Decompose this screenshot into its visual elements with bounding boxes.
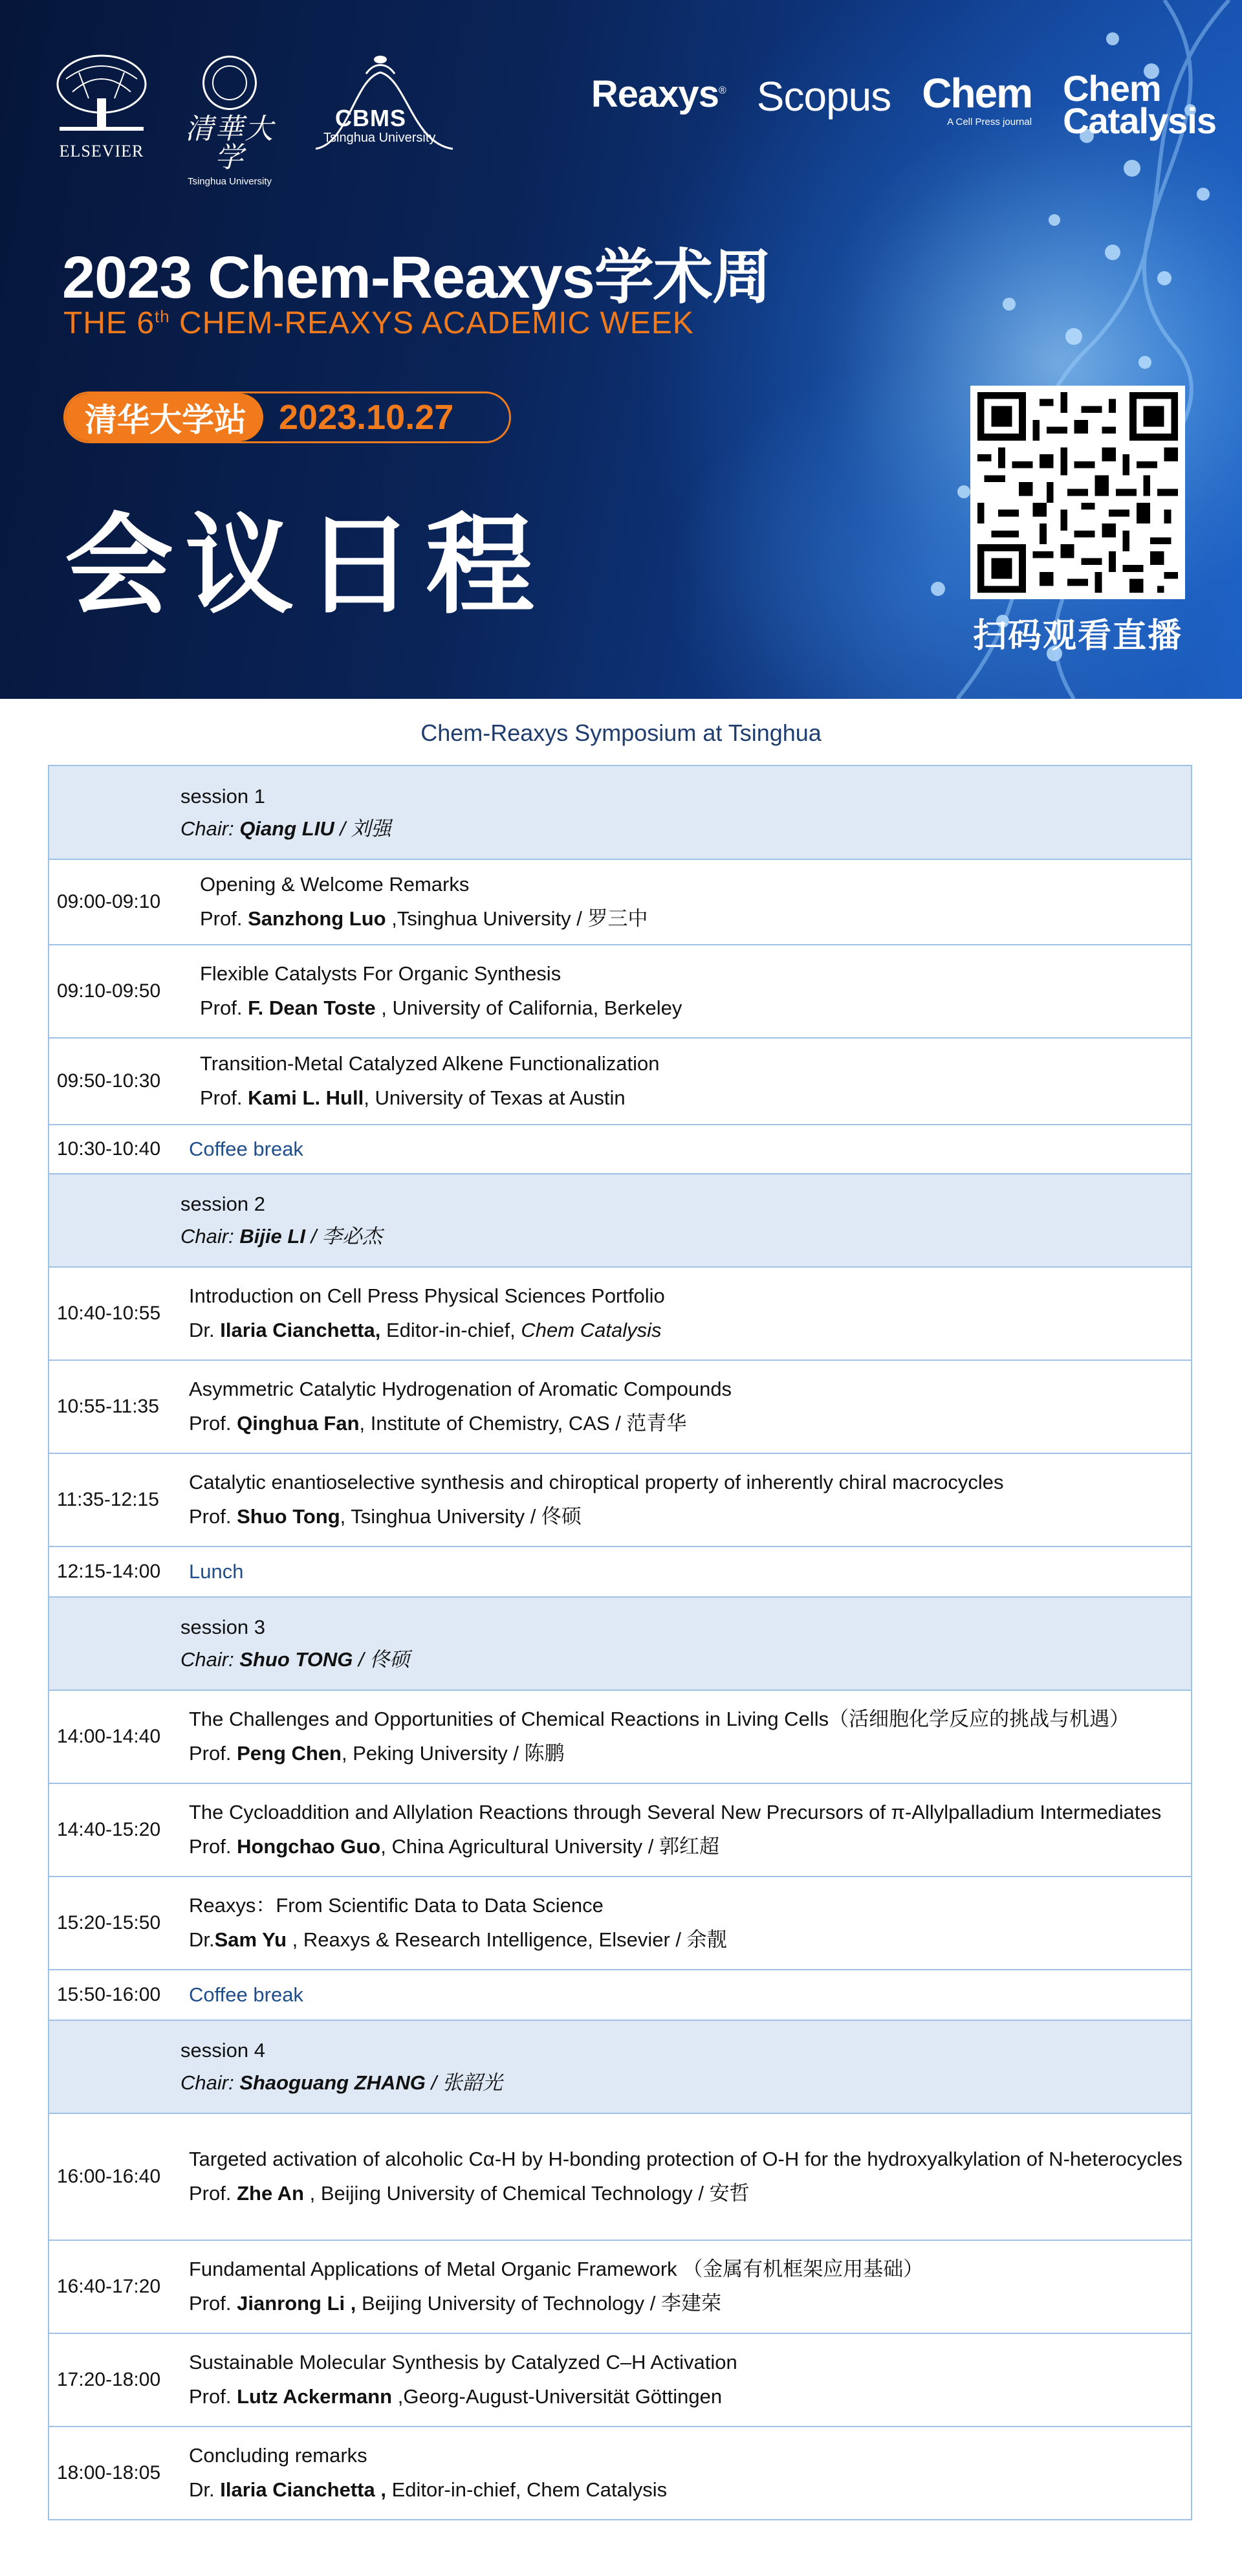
- talk-time: 11:35-12:15: [57, 1489, 159, 1510]
- break-row: [48, 1547, 1192, 1598]
- speaker: [189, 2473, 1188, 2507]
- chair-label: Chair:: [180, 2071, 240, 2094]
- speaker-title: Prof.: [200, 1086, 248, 1109]
- chair-label: Chair:: [180, 1225, 240, 1248]
- speaker: [189, 2177, 1188, 2211]
- speaker-affiliation: , University of Texas at Austin: [364, 1086, 626, 1109]
- break-time: 15:50-16:00: [57, 1984, 161, 2005]
- event-subtitle: [63, 305, 694, 341]
- talk-time: 17:20-18:00: [57, 2369, 161, 2390]
- speaker-affiliation: , Institute of Chemistry, CAS / 范青华: [359, 1412, 687, 1435]
- talk-title: Introduction on Cell Press Physical Sciences Portfolio: [189, 1284, 665, 1308]
- speaker-title: Prof.: [189, 1412, 237, 1435]
- agenda-row: [48, 2114, 1192, 2241]
- speaker-affiliation: Editor-in-chief,: [380, 1319, 521, 1341]
- speaker-title: Prof.: [200, 996, 248, 1019]
- speaker-title: Prof.: [189, 1835, 237, 1858]
- session-info: [180, 1598, 1191, 1690]
- venue-label: 清华大学站: [65, 393, 263, 441]
- break-info: [180, 1125, 1191, 1173]
- speaker-title: Dr.: [189, 1928, 215, 1951]
- session-time-cell: [49, 1598, 180, 1690]
- event-subtitle-post: CHEM-REAXYS ACADEMIC WEEK: [169, 306, 694, 340]
- chem-tagline: A Cell Press journal: [947, 116, 1032, 127]
- cbms-abbr: CBMS: [335, 105, 406, 131]
- talk-info: [180, 2427, 1191, 2519]
- speaker-name: Jianrong Li ,: [237, 2292, 356, 2315]
- talk-time: 14:40-15:20: [57, 1819, 161, 1840]
- event-date: 2023.10.27: [279, 398, 454, 437]
- scopus-logo: Scopus: [756, 73, 891, 120]
- speaker-title: Prof.: [189, 2385, 237, 2408]
- session-name: session 4: [180, 2039, 265, 2062]
- speaker: [189, 1737, 1188, 1771]
- elsevier-logo: [53, 53, 150, 161]
- talk-time: 10:40-10:55: [57, 1303, 161, 1324]
- session-header-3: [48, 1598, 1192, 1691]
- agenda-heading: 会议日程: [65, 505, 546, 626]
- agenda-row: [48, 1268, 1192, 1361]
- speaker-affiliation: , University of California, Berkeley: [375, 996, 682, 1019]
- speaker-name: Kami L. Hull: [248, 1086, 364, 1109]
- speaker-name: Hongchao Guo: [237, 1835, 381, 1858]
- break-label: Lunch: [189, 1559, 244, 1583]
- break-label: Coffee break: [189, 1137, 303, 1160]
- talk-info: [180, 1691, 1191, 1783]
- talk-info: [180, 945, 1191, 1037]
- talk-time: 14:00-14:40: [57, 1726, 161, 1747]
- speaker-name: Ilaria Cianchetta ,: [220, 2478, 386, 2501]
- qr-caption: 扫码观看直播: [972, 617, 1182, 655]
- reaxys-wordmark: Reaxys: [591, 73, 719, 115]
- talk-title: Flexible Catalysts For Organic Synthesis: [200, 962, 561, 985]
- agenda-row: [48, 1454, 1192, 1547]
- talk-time: 18:00-18:05: [57, 2462, 161, 2483]
- talk-time: 09:50-10:30: [57, 1070, 161, 1092]
- chair-name-cn: / 佟硕: [353, 1648, 410, 1671]
- speaker-title: Dr.: [189, 1319, 221, 1341]
- talk-time: 15:20-15:50: [57, 1912, 161, 1933]
- speaker: [189, 1923, 1188, 1957]
- talk-info: [180, 1784, 1191, 1876]
- speaker-title: Prof.: [189, 2182, 237, 2205]
- talk-info: [180, 1039, 1191, 1124]
- session-chair: [180, 2067, 1188, 2099]
- session-time-cell: [49, 2021, 180, 2113]
- speaker-name: F. Dean Toste: [248, 996, 376, 1019]
- session-info: [180, 1174, 1191, 1266]
- event-subtitle-ordinal: th: [155, 307, 170, 326]
- event-subtitle-pre: THE 6: [63, 306, 155, 340]
- speaker-affiliation: , Peking University / 陈鹏: [342, 1742, 565, 1765]
- chair-label: Chair:: [180, 817, 240, 840]
- venue-date-badge: [63, 391, 511, 443]
- break-row: [48, 1970, 1192, 2021]
- hero-banner: [0, 0, 1242, 699]
- speaker-name: Sam Yu: [214, 1928, 287, 1951]
- break-time: 12:15-14:00: [57, 1561, 161, 1582]
- break-label: Coffee break: [189, 1983, 303, 2006]
- chem-wordmark: Chem: [922, 70, 1032, 116]
- talk-title: Sustainable Molecular Synthesis by Catalyzed C–H Activation: [189, 2351, 737, 2374]
- speaker-title: Dr.: [189, 2478, 221, 2501]
- talk-time: 09:00-09:10: [57, 891, 161, 912]
- chem-catalysis-logo: [1063, 68, 1216, 142]
- chair-name: Shaoguang ZHANG: [239, 2071, 426, 2094]
- speaker-affiliation: Editor-in-chief, Chem Catalysis: [386, 2478, 668, 2501]
- session-time-cell: [49, 766, 180, 859]
- talk-title: Asymmetric Catalytic Hydrogenation of Aromatic Compounds: [189, 1378, 732, 1401]
- session-chair: [180, 1220, 1188, 1253]
- speaker: [200, 1081, 1188, 1116]
- chair-name: Qiang LIU: [239, 817, 334, 840]
- speaker-title: Prof.: [189, 2292, 237, 2315]
- agenda-row: [48, 1361, 1192, 1454]
- agenda-row: [48, 1877, 1192, 1970]
- talk-title: Targeted activation of alcoholic Cα-H by H-bonding protection of O-H for the hydroxyalkylation of N-heterocycles: [189, 2148, 1182, 2171]
- chair-name: Bijie LI: [239, 1225, 305, 1248]
- speaker: [189, 1500, 1188, 1534]
- speaker-name: Sanzhong Luo: [248, 907, 386, 930]
- tsinghua-en-wordmark: Tsinghua University: [187, 176, 272, 187]
- talk-info: [180, 860, 1191, 944]
- speaker-affiliation: , Beijing University of Chemical Technology / 安哲: [304, 2182, 750, 2205]
- session-info: [180, 2021, 1191, 2113]
- talk-info: [180, 1454, 1191, 1546]
- session-header-1: [48, 766, 1192, 860]
- speaker-title: Prof.: [189, 1505, 237, 1528]
- agenda-table: [48, 765, 1192, 2520]
- tsinghua-seal-icon: [202, 56, 257, 110]
- agenda-row: [48, 945, 1192, 1039]
- talk-info: [180, 2114, 1191, 2240]
- speaker: [200, 991, 1188, 1026]
- partner-logos-right: [591, 68, 1216, 142]
- speaker-title: Prof.: [200, 907, 248, 930]
- talk-title: Opening & Welcome Remarks: [200, 873, 470, 896]
- speaker-name: Qinghua Fan: [237, 1412, 360, 1435]
- agenda-row: [48, 860, 1192, 945]
- talk-title: Catalytic enantioselective synthesis and chiroptical property of inherently chiral macrocycles: [189, 1471, 1004, 1494]
- event-title: 2023 Chem-Reaxys学术周: [62, 245, 771, 311]
- session-name: session 2: [180, 1193, 265, 1216]
- speaker-affiliation: , China Agricultural University / 郭红超: [380, 1835, 719, 1858]
- talk-info: [180, 2241, 1191, 2333]
- chair-name-cn: / 张韶光: [425, 2071, 503, 2094]
- elsevier-wordmark: ELSEVIER: [59, 142, 144, 160]
- reaxys-logo: [591, 72, 726, 116]
- speaker-name: Peng Chen: [237, 1742, 342, 1765]
- talk-title: Transition-Metal Catalyzed Alkene Functionalization: [200, 1052, 660, 1075]
- session-chair: [180, 813, 1188, 845]
- chem-catalysis-line1: Chem: [1063, 68, 1161, 109]
- agenda-row: [48, 2334, 1192, 2427]
- talk-info: [180, 2334, 1191, 2426]
- agenda-row: [48, 1784, 1192, 1877]
- qr-code-icon: [977, 392, 1179, 593]
- session-header-2: [48, 1174, 1192, 1268]
- tsinghua-logo: [181, 53, 278, 187]
- chair-name: Shuo TONG: [239, 1648, 353, 1671]
- break-row: [48, 1125, 1192, 1174]
- partner-logos-left: [53, 53, 458, 187]
- talk-time: 16:40-17:20: [57, 2276, 161, 2297]
- journal-name: Chem Catalysis: [521, 1319, 662, 1341]
- cbms-logo: [309, 53, 458, 157]
- break-info: [180, 1547, 1191, 1596]
- talk-title: Reaxys：From Scientific Data to Data Science: [189, 1894, 604, 1917]
- agenda-row: [48, 2241, 1192, 2334]
- speaker-affiliation: , Tsinghua University / 佟硕: [340, 1505, 582, 1528]
- tsinghua-cn-wordmark: 清華大学: [185, 113, 274, 174]
- speaker: [189, 2380, 1188, 2414]
- speaker: [200, 902, 1188, 936]
- session-chair: [180, 1644, 1188, 1676]
- talk-time: 16:00-16:40: [57, 2166, 161, 2187]
- speaker-title: Prof.: [189, 1742, 237, 1765]
- cbms-subtitle: Tsinghua University: [323, 131, 436, 145]
- session-time-cell: [49, 1174, 180, 1266]
- speaker-affiliation: Beijing University of Technology / 李建荣: [356, 2292, 721, 2315]
- chair-label: Chair:: [180, 1648, 240, 1671]
- agenda-title: Chem-Reaxys Symposium at Tsinghua: [420, 720, 822, 746]
- session-name: session 1: [180, 784, 265, 808]
- speaker: [189, 1407, 1188, 1441]
- speaker: [189, 1314, 1188, 1348]
- agenda-row: [48, 1691, 1192, 1784]
- speaker: [189, 1830, 1188, 1864]
- agenda-row: [48, 1039, 1192, 1125]
- talk-time: 09:10-09:50: [57, 980, 161, 1002]
- speaker-affiliation: ,Georg-August-Universität Göttingen: [392, 2385, 723, 2408]
- elsevier-tree-icon: [53, 53, 150, 137]
- speaker-affiliation: ,Tsinghua University / 罗三中: [386, 907, 648, 930]
- chem-catalysis-line2: Catalysis: [1063, 100, 1216, 142]
- session-info: [180, 766, 1191, 859]
- agenda-row: [48, 2427, 1192, 2520]
- talk-title: The Challenges and Opportunities of Chemical Reactions in Living Cells（活细胞化学反应的挑战与机遇）: [189, 1708, 1130, 1731]
- registered-mark: ®: [718, 85, 726, 96]
- speaker-name: Shuo Tong: [237, 1505, 340, 1528]
- speaker-name: Zhe An: [237, 2182, 304, 2205]
- break-time: 10:30-10:40: [57, 1138, 161, 1160]
- talk-info: [180, 1268, 1191, 1360]
- session-header-4: [48, 2021, 1192, 2114]
- talk-time: 10:55-11:35: [57, 1396, 159, 1417]
- speaker-name: Lutz Ackermann: [237, 2385, 393, 2408]
- speaker-name: Ilaria Cianchetta,: [220, 1319, 381, 1341]
- break-info: [180, 1970, 1191, 2020]
- talk-info: [180, 1877, 1191, 1969]
- talk-title: The Cycloaddition and Allylation Reactions through Several New Precursors of π-Allylpalladium Intermediates: [189, 1801, 1162, 1824]
- talk-title: Concluding remarks: [189, 2444, 367, 2467]
- talk-info: [180, 1361, 1191, 1453]
- speaker-affiliation: , Reaxys & Research Intelligence, Elsevier / 余靓: [287, 1928, 727, 1951]
- session-name: session 3: [180, 1616, 265, 1639]
- talk-title: Fundamental Applications of Metal Organic Framework （金属有机框架应用基础）: [189, 2258, 924, 2281]
- chair-name-cn: / 刘强: [334, 817, 391, 840]
- livestream-qr-code[interactable]: [970, 386, 1185, 599]
- speaker: [189, 2287, 1188, 2321]
- chair-name-cn: / 李必杰: [305, 1225, 382, 1248]
- chem-journal-logo: [922, 72, 1032, 127]
